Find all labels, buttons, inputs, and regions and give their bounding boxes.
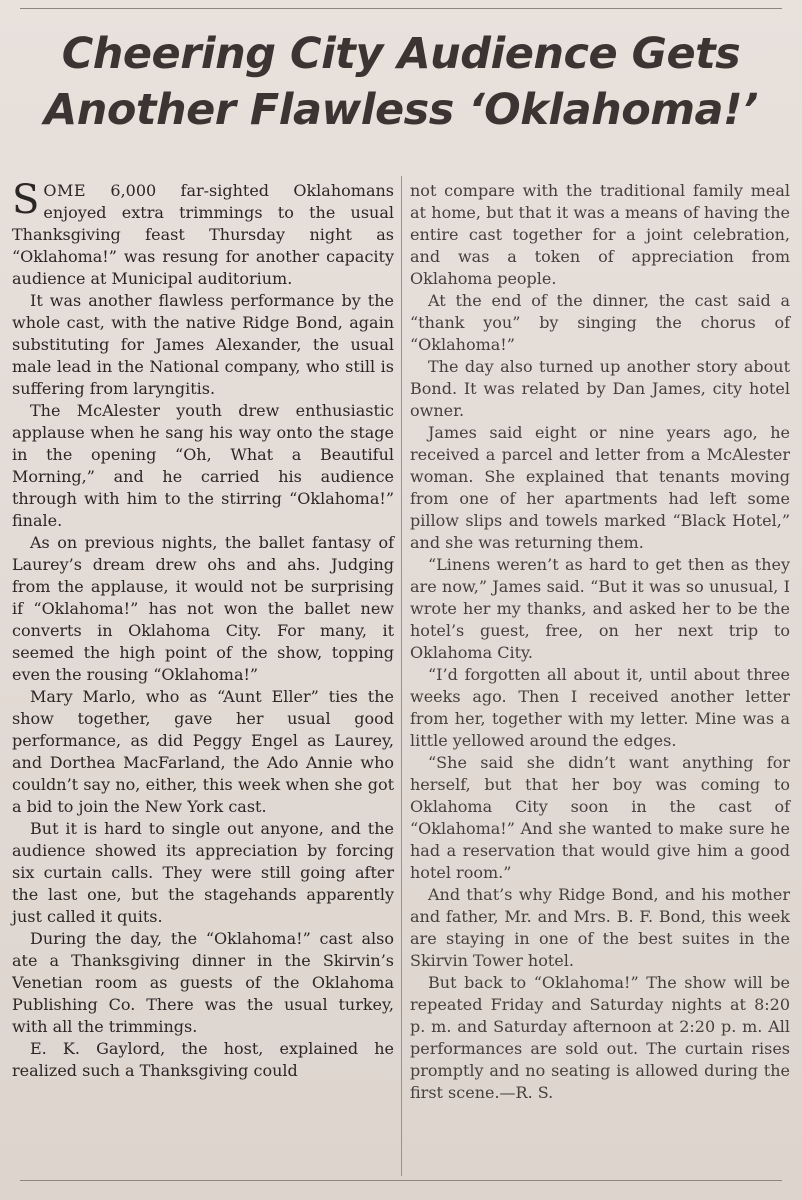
paragraph-17: But back to “Oklahoma!” The show will be repeated Friday and Saturday nights at 8:20 p. m. and Saturday afternoon at 2:20 p. m. All performances are sold out. The curtain rises promptly and no seating is allowed during the first scene.—R. S. [410,973,790,1102]
paragraph-9: not compare with the traditional family meal at home, but that it was a means of having the entire cast together for a joint celebration, and was a token of appreciation from Oklahoma people. [410,181,790,288]
drop-cap: S [12,177,40,223]
paragraph-16: And that’s why Ridge Bond, and his mother and father, Mr. and Mrs. B. F. Bond, this week are staying in one of the best suites in the Skirvin Tower hotel. [410,885,790,970]
right-column [410,180,790,1104]
paragraph-6: But it is hard to single out anyone, and the audience showed its appreciation by forcing six curtain calls. They were still going after the last one, but the stagehands apparently just called it quits. [12,819,394,926]
paragraph-11: The day also turned up another story about Bond. It was related by Dan James, city hotel owner. [410,357,790,420]
paragraph-1 [12,177,394,290]
headline [18,26,784,138]
paragraph-1-text: 6,000 far-sighted Oklahomans enjoyed extra trimmings to the usual Thanksgiving feast Thursday night as “Oklahoma!” was resung for another capacity audience at Municipal auditorium. [12,181,394,288]
paragraph-4: As on previous nights, the ballet fantasy of Laurey’s dream drew ohs and ahs. Judging from the applause, it would not be surprising if “Oklahoma!” has not won the ballet new converts in Oklahoma City. For many, it seemed the high point of the show, topping even the rousing “Oklahoma!” [12,533,394,684]
top-rule [20,8,782,9]
paragraph-8: E. K. Gaylord, the host, explained he realized such a Thanksgiving could [12,1039,394,1080]
headline-line-1: Cheering City Audience Gets [61,29,741,79]
column-divider [401,176,402,1176]
paragraph-13: “Linens weren’t as hard to get then as they are now,” James said. “But it was so unusual, I wrote her my thanks, and asked her to be the hotel’s guest, free, on her next trip to Oklahoma City. [410,555,790,662]
paragraph-2: It was another flawless performance by the whole cast, with the native Ridge Bond, again substituting for James Alexander, the usual male lead in the National company, who still is suffering from laryngitis. [12,291,394,398]
paragraph-10: At the end of the dinner, the cast said a “thank you” by singing the chorus of “Oklahoma!” [410,291,790,354]
paragraph-12: James said eight or nine years ago, he received a parcel and letter from a McAlester woman. She explained that tenants moving from one of her apartments had left some pillow slips and towels marked “Black Hotel,” and she was returning them. [410,423,790,552]
paragraph-7: During the day, the “Oklahoma!” cast also ate a Thanksgiving dinner in the Skirvin’s Venetian room as guests of the Oklahoma Publishing Co. There was the usual turkey, with all the trimmings. [12,929,394,1036]
paragraph-15: “She said she didn’t want anything for herself, but that her boy was coming to Oklahoma City soon in the cast of “Oklahoma!” And she wanted to make sure he had a reservation that would give him a good hotel room.” [410,753,790,882]
paragraph-5: Mary Marlo, who as “Aunt Eller” ties the show together, gave her usual good performance, as did Peggy Engel as Laurey, and Dorthea MacFarland, the Ado Annie who couldn’t say no, either, this week when she got a bid to join the New York cast. [12,687,394,816]
headline-line-2: Another Flawless ‘Oklahoma!’ [43,85,759,135]
bottom-rule [20,1180,782,1181]
left-column [12,177,394,1082]
paragraph-3: The McAlester youth drew enthusiastic applause when he sang his way onto the stage in the opening “Oh, What a Beautiful Morning,” and he carried his audience through with him to the stirring “Oklahoma!” finale. [12,401,394,530]
first-word: OME [43,181,87,200]
paragraph-14: “I’d forgotten all about it, until about three weeks ago. Then I received another letter from her, together with my letter. Mine was a little yellowed around the edges. [410,665,790,750]
